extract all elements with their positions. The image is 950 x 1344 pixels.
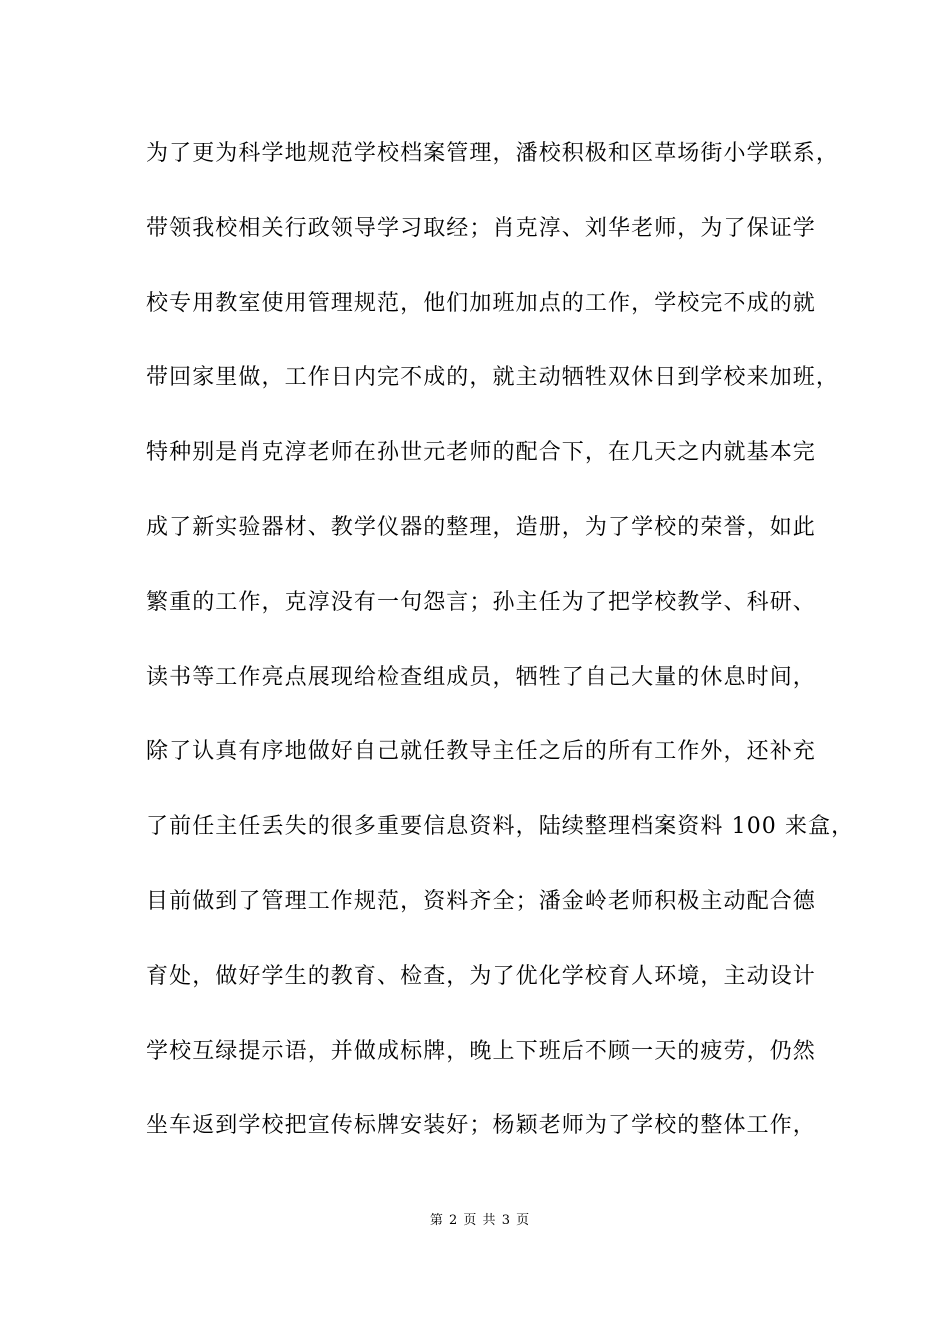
text-line: 坐车返到学校把宣传标牌安装好；杨颖老师为了学校的整体工作， <box>146 1113 816 1139</box>
text-line: 校专用教室使用管理规范，他们加班加点的工作，学校完不成的就 <box>146 290 816 316</box>
text-line: 读书等工作亮点展现给检查组成员，牺牲了自己大量的休息时间， <box>146 664 816 690</box>
text-line: 带回家里做，工作日内完不成的，就主动牺牲双休日到学校来加班， <box>146 365 840 391</box>
text-line: 繁重的工作，克淳没有一句怨言；孙主任为了把学校教学、科研、 <box>146 589 816 615</box>
text-line: 育处，做好学生的教育、检查，为了优化学校育人环境，主动设计 <box>146 963 816 989</box>
text-line: 为了更为科学地规范学校档案管理，潘校积极和区草场街小学联系， <box>146 141 840 166</box>
text-line: 目前做到了管理工作规范，资料齐全；潘金岭老师积极主动配合德 <box>146 888 816 914</box>
text-line: 学校互绿提示语，并做成标牌，晚上下班后不顾一天的疲劳，仍然 <box>146 1038 816 1064</box>
text-line: 成了新实验器材、教学仪器的整理，造册，为了学校的荣誉，如此 <box>146 514 816 540</box>
text-line: 特种别是肖克淳老师在孙世元老师的配合下，在几天之内就基本完 <box>146 440 816 466</box>
text-line: 了前任主任丢失的很多重要信息资料，陆续整理档案资料 100 来盒， <box>146 814 855 840</box>
text-line: 除了认真有序地做好自己就任教导主任之后的所有工作外，还补充 <box>146 739 816 765</box>
page-number-footer: 第 2 页 共 3 页 <box>429 1213 531 1228</box>
text-line: 带领我校相关行政领导学习取经；肖克淳、刘华老师，为了保证学 <box>146 215 816 241</box>
body-text <box>146 134 855 1181</box>
